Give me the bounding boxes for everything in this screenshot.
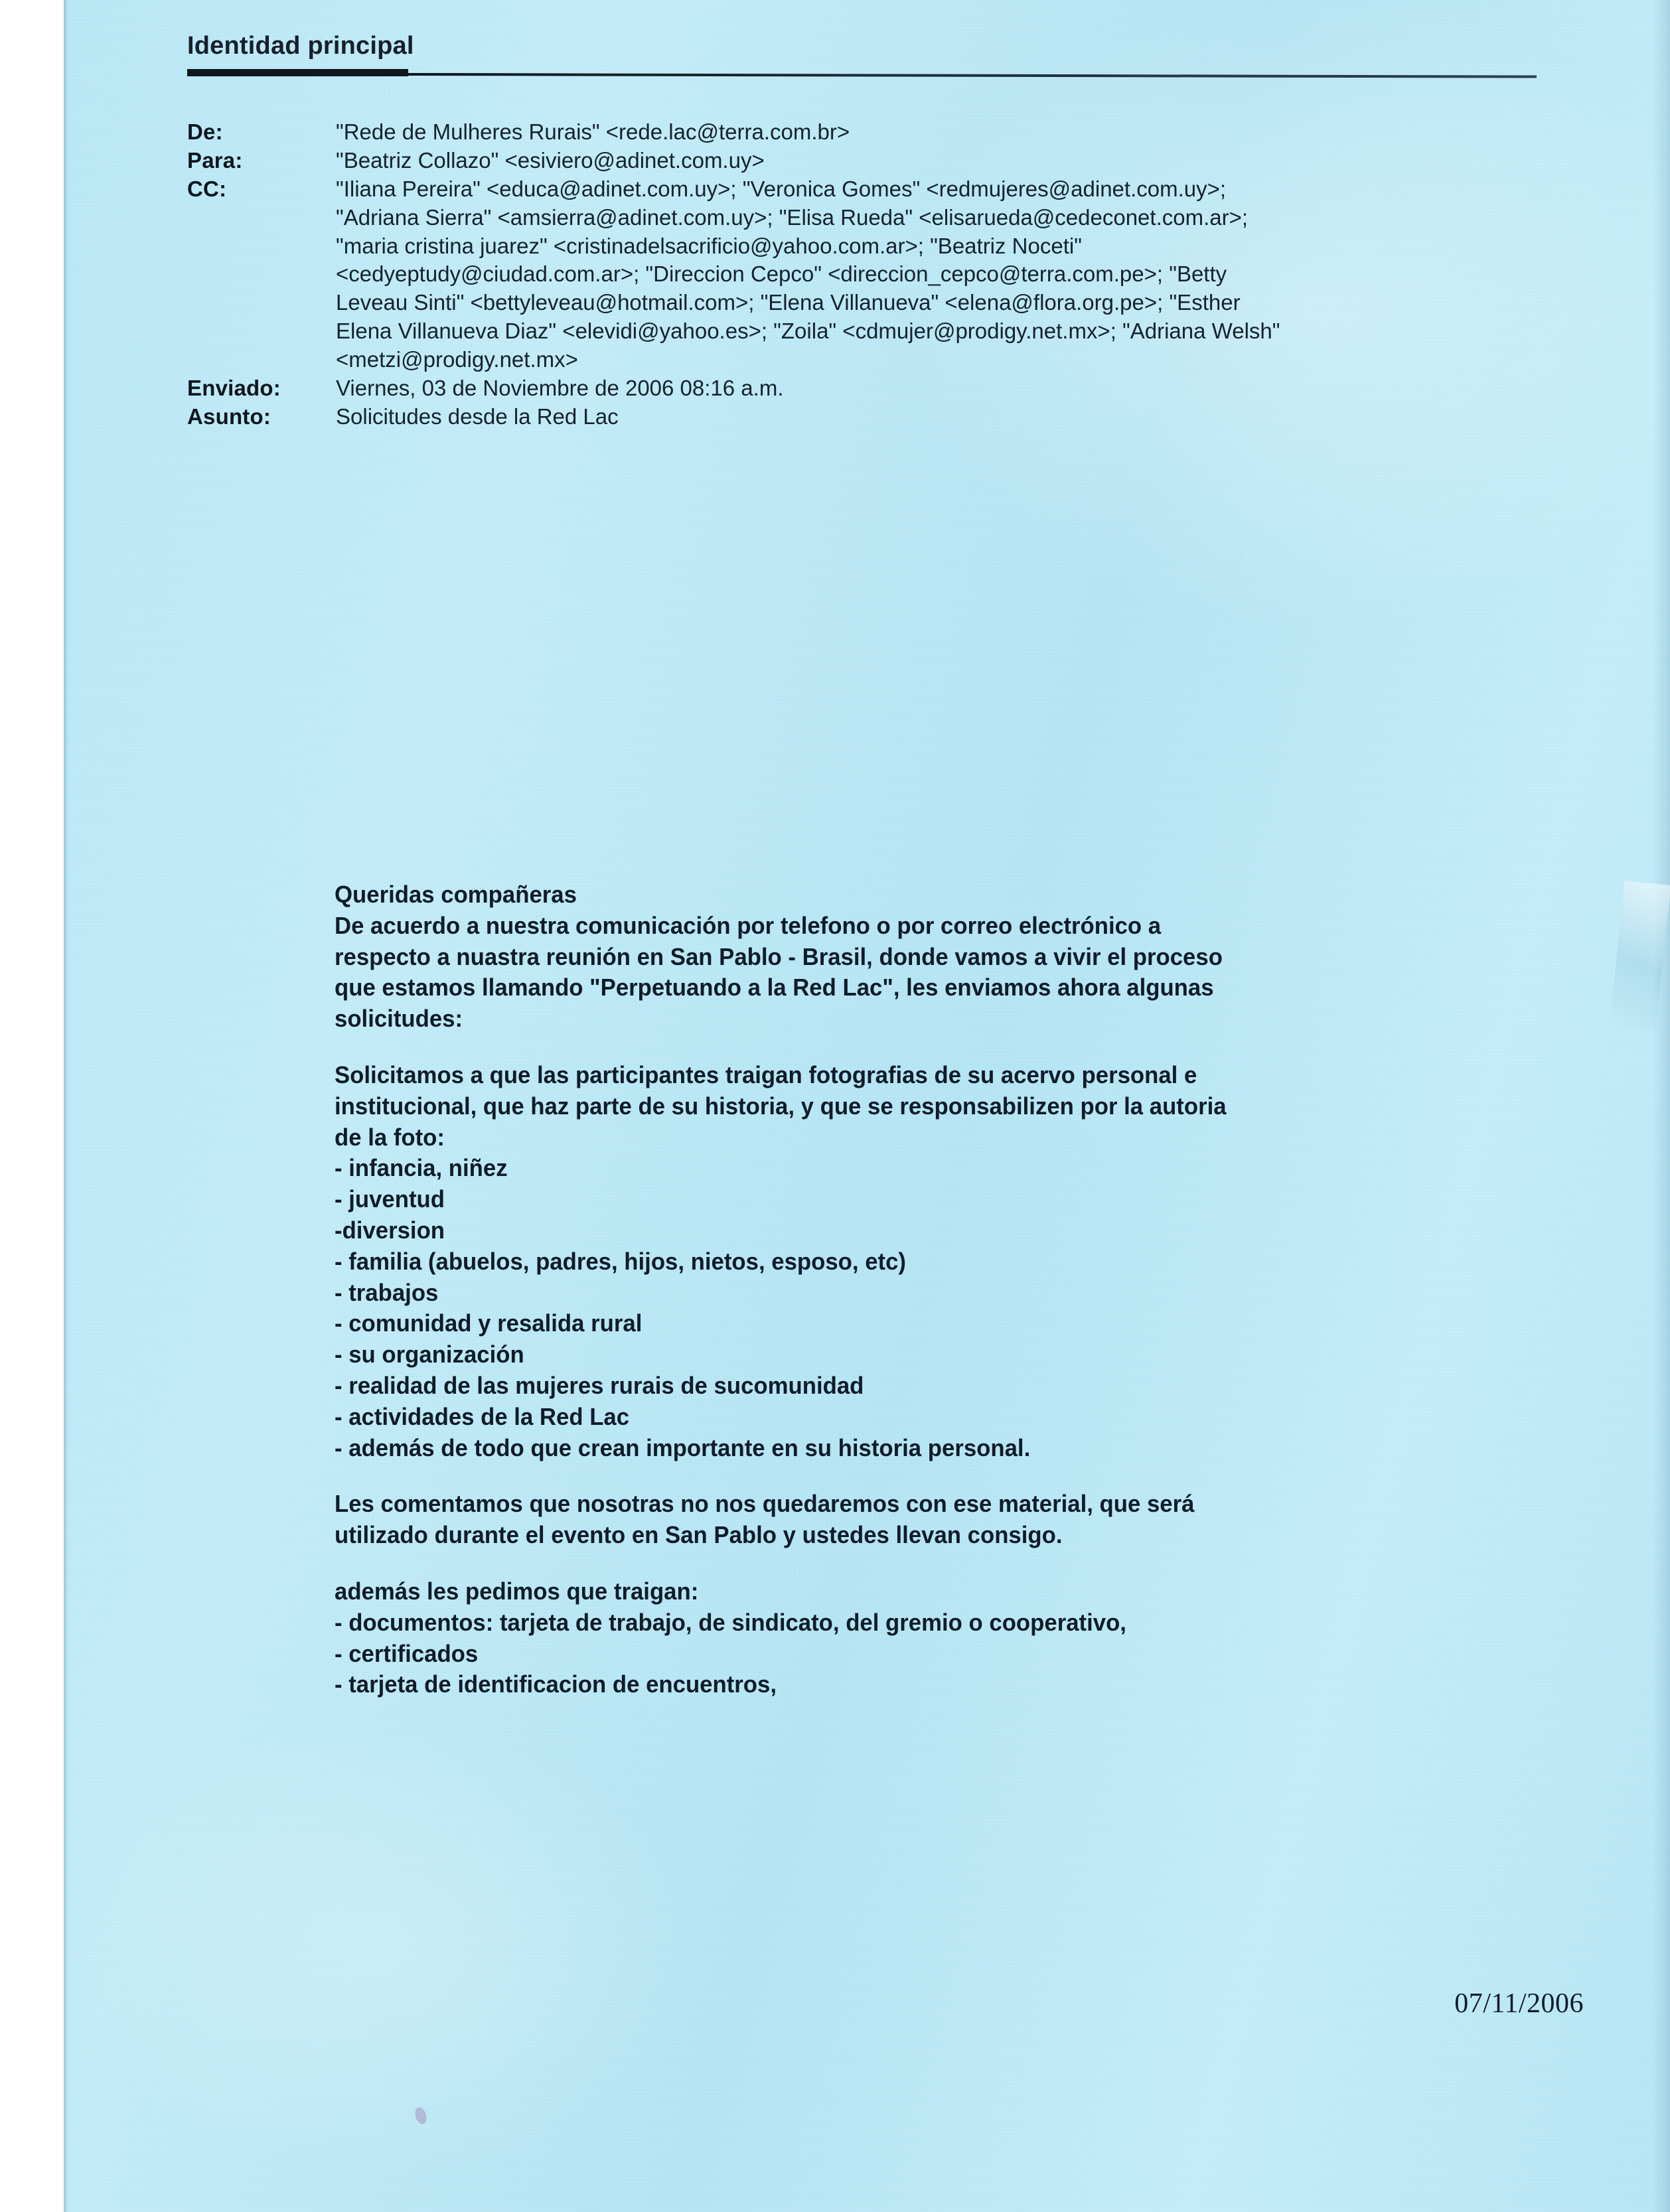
body-line: además les pedimos que traigan:: [335, 1577, 699, 1605]
email-field-row: [187, 403, 1555, 431]
paragraph-spacer: [335, 1551, 1539, 1576]
email-field-label: Para:: [187, 147, 243, 173]
email-field-value: [336, 403, 1555, 431]
body-paragraph: [335, 879, 1539, 1035]
email-field-value: [336, 147, 1555, 175]
body-line: respecto a nuastra reunión en San Pablo - Brasil, donde vamos a vivir el proceso: [335, 942, 1223, 970]
body-line: que estamos llamando "Perpetuando a la Red Lac", les enviamos ahora algunas: [335, 974, 1214, 1001]
email-field-line: Elena Villanueva Diaz" <elevidi@yahoo.es>; "Zoila" <cdmujer@prodigy.net.mx>; "Adriana Welsh": [336, 319, 1280, 344]
list-item: - comunidad y resalida rural: [335, 1309, 643, 1337]
email-field-row: [187, 374, 1555, 403]
email-field-line: "maria cristina juarez" <cristinadelsacrificio@yahoo.com.ar>; "Beatriz Noceti": [336, 233, 1082, 258]
paragraph-spacer: [335, 1463, 1539, 1489]
document-header: [187, 32, 1541, 66]
body-line: Queridas compañeras: [335, 881, 577, 908]
body-list: [335, 1153, 1539, 1463]
email-field-line: Solicitudes desde la Red Lac: [336, 404, 619, 429]
email-header-fields: [187, 118, 1555, 431]
email-field-line: Viernes, 03 de Noviembre de 2006 08:16 a.m.: [336, 376, 784, 401]
binding-edge-shadow: [64, 0, 70, 2212]
list-item: - familia (abuelos, padres, hijos, nietos, esposo, etc): [335, 1247, 906, 1275]
email-field-line: <cedyeptudy@ciudad.com.ar>; "Direccion Cepco" <direccion_cepco@terra.com.pe>; "Betty: [336, 261, 1227, 287]
email-field-line: Leveau Sinti" <bettyleveau@hotmail.com>; "Elena Villanueva" <elena@flora.org.pe>; "Esther: [336, 290, 1241, 315]
email-field-label: Enviado:: [187, 376, 281, 401]
email-field-line: "Beatriz Collazo" <esiviero@adinet.com.uy>: [336, 147, 765, 173]
email-field-label: CC:: [187, 176, 227, 201]
list-item: - su organización: [335, 1341, 524, 1368]
email-field-label: Asunto:: [187, 404, 271, 429]
body-paragraph: [335, 1489, 1539, 1551]
paper-crease: [1610, 881, 1670, 1031]
paper-sheet: [64, 0, 1670, 2212]
email-field-value: [336, 175, 1555, 374]
list-item: - realidad de las mujeres rurais de sucomunidad: [335, 1371, 864, 1399]
email-field-line: "Iliana Pereira" <educa@adinet.com.uy>; "Veronica Gomes" <redmujeres@adinet.com.uy>;: [336, 176, 1227, 201]
body-line: De acuerdo a nuestra comunicación por telefono o por correo electrónico a: [335, 911, 1162, 939]
title-rule-thin: [408, 73, 1537, 78]
email-field-label: De:: [187, 119, 223, 144]
list-item: - documentos: tarjeta de trabajo, de sindicato, del gremio o cooperativo,: [335, 1608, 1126, 1636]
body-paragraph: [335, 1576, 1539, 1607]
page-title: Identidad principal: [187, 32, 414, 60]
email-field-row: [187, 118, 1555, 147]
right-edge-shadow: [1653, 0, 1670, 2212]
body-line: de la foto:: [335, 1123, 445, 1151]
email-field-line: "Adriana Sierra" <amsierra@adinet.com.uy>; "Elisa Rueda" <elisarueda@cedeconet.com.ar>;: [336, 204, 1249, 230]
list-item: -diversion: [335, 1216, 445, 1244]
email-body: [335, 879, 1539, 1700]
body-line: utilizado durante el evento en San Pablo y ustedes llevan consigo.: [335, 1521, 1063, 1549]
email-field-value: [336, 118, 1555, 147]
list-item: - trabajos: [335, 1278, 439, 1306]
email-field-line: <metzi@prodigy.net.mx>: [336, 347, 578, 372]
body-line: institucional, que haz parte de su historia, y que se responsabilizen por la autoria: [335, 1092, 1227, 1120]
body-line: solicitudes:: [335, 1005, 463, 1033]
body-list: [335, 1607, 1539, 1700]
list-item: - juventud: [335, 1185, 445, 1213]
list-item: - infancia, niñez: [335, 1154, 508, 1182]
email-field-row: [187, 147, 1555, 175]
footer-date: 07/11/2006: [1454, 1988, 1584, 2019]
paragraph-spacer: [335, 1035, 1539, 1060]
email-field-row: [187, 175, 1555, 374]
list-item: - además de todo que crean importante en su historia personal.: [335, 1434, 1031, 1461]
email-field-value: [336, 374, 1555, 403]
list-item: - tarjeta de identificacion de encuentros,: [335, 1670, 777, 1698]
title-rule-thick: [187, 69, 408, 76]
body-line: Les comentamos que nosotras no nos quedaremos con ese material, que será: [335, 1490, 1195, 1518]
ink-smudge: [413, 2106, 428, 2126]
body-paragraph: [335, 1060, 1539, 1153]
list-item: - actividades de la Red Lac: [335, 1402, 630, 1430]
list-item: - certificados: [335, 1639, 479, 1667]
email-field-line: "Rede de Mulheres Rurais" <rede.lac@terra.com.br>: [336, 119, 850, 144]
body-line: Solicitamos a que las participantes traigan fotografias de su acervo personal e: [335, 1061, 1197, 1088]
